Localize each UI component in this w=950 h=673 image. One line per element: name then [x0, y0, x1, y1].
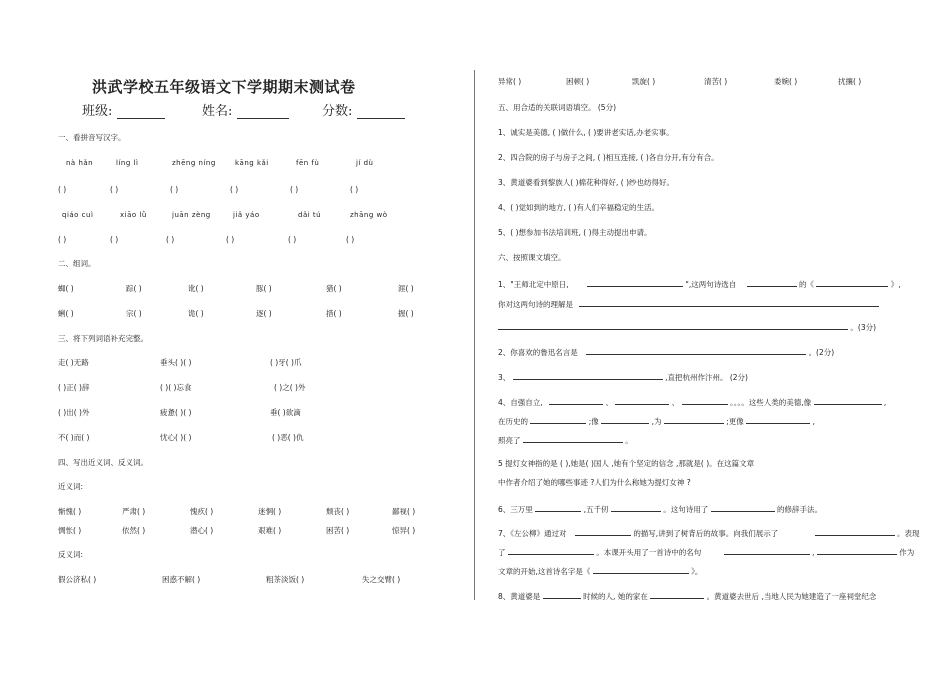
idiom-fill[interactable]: ( )( )忘食: [160, 383, 192, 392]
question-text: 你对这两句诗的理解是: [498, 300, 573, 309]
recite-question-8[interactable]: [498, 590, 876, 601]
question-text: ,: [883, 398, 887, 407]
synonym-item[interactable]: 困苦( ): [326, 526, 350, 535]
fill-blank[interactable]: [513, 371, 663, 380]
synonym-item[interactable]: 颓丧( ): [326, 507, 350, 516]
answer-blank[interactable]: ( ): [170, 185, 179, 194]
recite-question-1[interactable]: [498, 278, 901, 289]
class-blank[interactable]: [117, 108, 165, 119]
fill-blank[interactable]: [549, 396, 603, 405]
synonym-item[interactable]: 愧疚( ): [190, 507, 214, 516]
question-text: 、: [671, 398, 680, 407]
fill-blank[interactable]: [508, 546, 594, 555]
question-text: 作为: [899, 548, 915, 557]
pinyin-item: juān zèng: [172, 211, 211, 219]
antonym-item[interactable]: 粗茶淡饭( ): [266, 575, 305, 584]
name-label: 姓名:: [202, 104, 233, 119]
class-field[interactable]: [82, 100, 165, 119]
recite-question-1-line2[interactable]: [498, 298, 879, 309]
section-6-heading: 六、按照课文填空。: [498, 253, 566, 262]
recite-question-5[interactable]: 5 提灯女神指的是 ( ),她是( )国人 ,她有个坚定的信念 ,那就是( )。在这篇文章: [498, 459, 755, 468]
recite-question-7[interactable]: [498, 527, 919, 538]
recite-question-7-line2[interactable]: [498, 546, 914, 557]
score-field[interactable]: [322, 100, 405, 119]
fill-blank[interactable]: [724, 546, 810, 555]
pinyin-item: zhāng wò: [350, 211, 388, 219]
fill-blank[interactable]: [711, 503, 775, 512]
pinyin-item: fēn fù: [296, 159, 320, 167]
antonym-item[interactable]: 凯旋( ): [632, 77, 656, 86]
question-text: 在历史的: [498, 417, 528, 426]
question-text: 》,: [890, 280, 901, 289]
pinyin-item: líng lì: [116, 159, 139, 167]
question-text: 。本课开头用了一首诗中的名句: [596, 548, 702, 557]
synonym-item[interactable]: 艰难( ): [258, 526, 282, 535]
zuci-item[interactable]: 宗( ): [126, 309, 142, 318]
synonym-item[interactable]: 迷惘( ): [258, 507, 282, 516]
fill-blank[interactable]: [498, 321, 848, 330]
idiom-fill[interactable]: ( )出( )外: [58, 408, 90, 417]
zuci-item[interactable]: 讹( ): [188, 284, 204, 293]
answer-blank[interactable]: ( ): [350, 185, 359, 194]
fill-blank[interactable]: [682, 396, 728, 405]
idiom-fill[interactable]: ( )正( )辞: [58, 383, 90, 392]
question-text: 。: [625, 436, 633, 445]
question-text: 3、: [498, 373, 511, 382]
question-text: 时候的人, 她的家在: [583, 592, 648, 601]
pinyin-item: jiǎ yáo: [233, 211, 260, 219]
section-1-heading: 一、看拼音写汉字。: [58, 133, 126, 142]
question-text: 的《: [799, 280, 815, 289]
question-text: 。(3分): [850, 323, 877, 332]
fill-blank[interactable]: [523, 434, 623, 443]
answer-blank[interactable]: ( ): [58, 185, 67, 194]
question-text: 2、你喜欢的鲁迅名言是: [498, 348, 578, 357]
pinyin-item: dǎi tú: [298, 211, 322, 219]
conjunction-question[interactable]: 3、黄道婆看到黎族人( )棉花种得好, ( )纱也纺得好。: [498, 178, 675, 187]
name-blank[interactable]: [237, 108, 289, 119]
fill-blank[interactable]: [746, 415, 810, 424]
question-text: 。黄道婆去世后 ,当地人民为她建造了一座祠堂纪念: [706, 592, 877, 601]
recite-question-4-line3[interactable]: [498, 434, 633, 445]
answer-blank[interactable]: ( ): [290, 185, 299, 194]
conjunction-question[interactable]: 1、诚实是美德, ( )做什么, ( )要讲老实话,办老实事。: [498, 128, 674, 137]
question-text: 。表现: [896, 529, 920, 538]
fill-blank[interactable]: [816, 278, 888, 287]
zuci-item[interactable]: 诡( ): [188, 309, 204, 318]
idiom-fill[interactable]: 忧心( )( ): [160, 433, 192, 442]
fill-blank[interactable]: [593, 565, 689, 574]
zuci-item[interactable]: 蜘( ): [58, 284, 74, 293]
class-label: 班级:: [82, 104, 113, 119]
recite-question-3[interactable]: [498, 371, 748, 382]
question-text: ,直把杭州作汴州。 (2分): [665, 373, 748, 382]
synonym-item[interactable]: 鄙视( ): [392, 507, 416, 516]
exam-title: 洪武学校五年级语文下学期期末测试卷: [92, 78, 356, 96]
conjunction-question[interactable]: 2、四合院的房子与房子之间, ( )相互连接, ( )各自分开,有分有合。: [498, 153, 719, 162]
question-text: 7、《左公柳》通过对: [498, 529, 567, 538]
idiom-fill[interactable]: 垂( )欲滴: [270, 408, 301, 417]
recite-question-7-line3[interactable]: [498, 565, 702, 576]
question-text: 。这句诗用了: [663, 505, 709, 514]
question-text: 、: [605, 398, 613, 407]
answer-blank[interactable]: ( ): [288, 235, 297, 244]
pinyin-item: kāng kǎi: [235, 159, 269, 167]
question-text: 的修辞手法。: [777, 505, 823, 514]
fill-blank[interactable]: [664, 415, 724, 424]
zuci-item[interactable]: 握( ): [398, 309, 414, 318]
idiom-fill[interactable]: 疲惫( )( ): [160, 408, 192, 417]
answer-blank[interactable]: ( ): [166, 235, 175, 244]
antonym-label: 反义词:: [58, 550, 84, 559]
fill-blank[interactable]: [586, 346, 806, 355]
conjunction-question[interactable]: 4、( )觉如到的地方, ( )有人们辛福稳定的生活。: [498, 203, 660, 212]
fill-blank[interactable]: [615, 396, 669, 405]
idiom-fill[interactable]: ( )恶( )仇: [272, 433, 304, 442]
fill-blank[interactable]: [817, 546, 897, 555]
section-2-heading: 二、组词。: [58, 259, 96, 268]
antonym-item[interactable]: 异常( ): [498, 77, 522, 86]
recite-question-2[interactable]: [498, 346, 834, 357]
fill-blank[interactable]: [815, 527, 895, 536]
synonym-item[interactable]: 惆怅( ): [58, 526, 82, 535]
fill-blank[interactable]: [543, 590, 581, 599]
zuci-item[interactable]: 措( ): [326, 309, 342, 318]
question-text: 8、黄道婆是: [498, 592, 541, 601]
question-text: ",这两句诗选自: [685, 280, 737, 289]
antonym-item[interactable]: 清苦( ): [704, 77, 728, 86]
idiom-fill[interactable]: 垂头( )( ): [160, 358, 192, 367]
antonym-item[interactable]: 失之交臂( ): [362, 575, 401, 584]
antonym-item[interactable]: 假公济私( ): [58, 575, 97, 584]
question-text: 文章的开始,这首诗名字是《: [498, 567, 591, 576]
pinyin-item: zhēng níng: [172, 159, 216, 167]
question-text: 4、自强自立,: [498, 398, 543, 407]
question-text: 。(2分): [808, 348, 835, 357]
idiom-fill[interactable]: 不( )而( ): [58, 433, 90, 442]
fill-blank[interactable]: [587, 278, 683, 287]
zuci-item[interactable]: 豚( ): [256, 284, 272, 293]
question-text: 的描写,讲到了树背后的故事。向我们展示了: [633, 529, 779, 538]
zuci-item[interactable]: 逐( ): [256, 309, 272, 318]
fill-blank[interactable]: [650, 590, 704, 599]
fill-blank[interactable]: [530, 415, 586, 424]
answer-blank[interactable]: ( ): [346, 235, 355, 244]
recite-question-5-line2: 中作者介绍了她的哪些事迹 ?人们为什么称她为提灯女神 ?: [498, 478, 691, 487]
score-blank[interactable]: [357, 108, 405, 119]
pinyin-item: nà hǎn: [66, 159, 94, 167]
answer-blank[interactable]: ( ): [58, 235, 67, 244]
answer-blank[interactable]: ( ): [110, 235, 119, 244]
fill-blank[interactable]: [747, 278, 797, 287]
answer-blank[interactable]: ( ): [230, 185, 239, 194]
score-label: 分数:: [322, 104, 353, 119]
pinyin-item: jí dù: [356, 159, 374, 167]
name-field[interactable]: [202, 100, 289, 119]
recite-question-4-line2[interactable]: [498, 415, 815, 426]
synonym-item[interactable]: 依然( ): [122, 526, 146, 535]
zuci-item[interactable]: 蜊( ): [58, 309, 74, 318]
synonym-item[interactable]: 严肃( ): [122, 507, 146, 516]
recite-question-6[interactable]: [498, 503, 822, 514]
idiom-fill[interactable]: 走( )无路: [58, 358, 89, 367]
synonym-item[interactable]: 潜心( ): [190, 526, 214, 535]
question-text: ,五千仞: [583, 505, 609, 514]
synonym-item[interactable]: 惭愧( ): [58, 507, 82, 516]
conjunction-question[interactable]: 5、( )想参加书法培训班, ( )得主动提出申请。: [498, 228, 652, 237]
recite-question-1-line3[interactable]: [498, 321, 876, 332]
pinyin-item: xiāo lǜ: [120, 211, 147, 219]
antonym-item[interactable]: 困惑不解( ): [162, 575, 201, 584]
section-4-heading: 四、写出近义词、反义词。: [58, 458, 148, 467]
question-text: ,: [812, 417, 815, 426]
fill-blank[interactable]: [575, 527, 631, 536]
question-text: 。。。。这些人类的美德,像: [730, 398, 812, 407]
question-text: ;像: [588, 417, 599, 426]
question-text: 1、"王师北定中原日,: [498, 280, 569, 289]
synonym-label: 近义词:: [58, 482, 84, 491]
fill-blank[interactable]: [611, 503, 661, 512]
answer-blank[interactable]: ( ): [226, 235, 235, 244]
section-5-heading: 五、用合适的关联词语填空。 (5分): [498, 103, 617, 112]
section-3-heading: 三、将下列词语补充完整。: [58, 334, 148, 343]
antonym-item[interactable]: 委婉( ): [774, 77, 798, 86]
question-text: 》。: [691, 567, 703, 576]
column-divider: [474, 70, 475, 600]
question-text: ;更像: [726, 417, 744, 426]
question-text: ,: [812, 548, 815, 557]
question-text: 了: [498, 548, 506, 557]
fill-blank[interactable]: [535, 503, 581, 512]
fill-blank[interactable]: [814, 396, 882, 405]
recite-question-4[interactable]: [498, 396, 886, 407]
question-text: 照亮了: [498, 436, 521, 445]
zuci-item[interactable]: 踪( ): [126, 284, 142, 293]
answer-blank[interactable]: ( ): [110, 185, 119, 194]
fill-blank[interactable]: [601, 415, 649, 424]
antonym-item[interactable]: 扰攘( ): [838, 77, 862, 86]
zuci-item[interactable]: 猎( ): [326, 284, 342, 293]
question-text: ,为: [651, 417, 662, 426]
pinyin-item: qiáo cuì: [62, 211, 94, 219]
fill-blank[interactable]: [579, 298, 879, 307]
idiom-fill[interactable]: ( )牙( )爪: [270, 358, 302, 367]
question-text: 6、三万里: [498, 505, 533, 514]
idiom-fill[interactable]: ( )之( )外: [274, 383, 306, 392]
antonym-item[interactable]: 困顿( ): [566, 77, 590, 86]
zuci-item[interactable]: 涯( ): [398, 284, 414, 293]
synonym-item[interactable]: 惊异( ): [392, 526, 416, 535]
